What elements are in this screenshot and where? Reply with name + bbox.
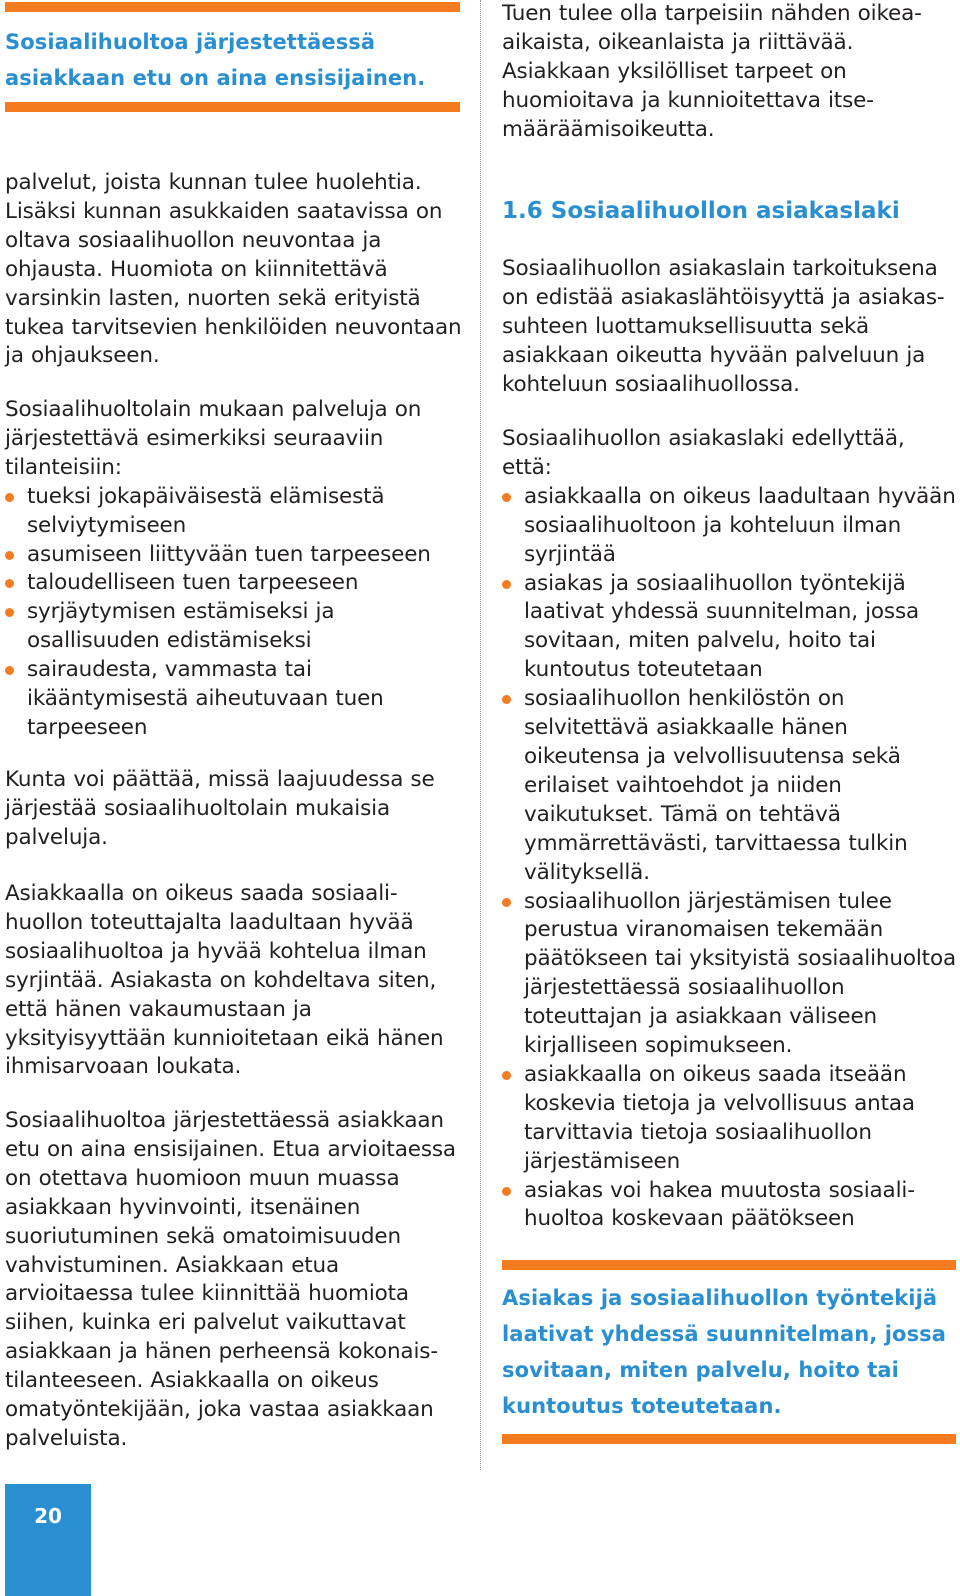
services-list-intro: Sosiaalihuoltolain mukaan palveluja on järjestettävä esimerkiksi seuraaviin tilanteisiin:	[5, 397, 422, 480]
bullet-dot-icon	[5, 551, 14, 560]
paragraph-asiakaslaki: Sosiaalihuollon asiakaslain tarkoituksena on edistää asiakaslähtöisyyttä ja asiakassuhteen luottamuksellisuutta sekä asiakkaan oikeutta hyvään palveluun ja kohteluun sosiaalihuollossa.	[502, 256, 945, 397]
bullet-dot-icon	[502, 580, 511, 589]
callout-top-bar	[502, 1260, 956, 1270]
asiakaslaki-list-block	[502, 425, 960, 1234]
bullet-dot-icon	[502, 493, 511, 502]
list-item	[5, 569, 465, 598]
list-item	[502, 888, 960, 1061]
page-number-box	[5, 1484, 91, 1596]
callout-top-bar	[5, 2, 460, 12]
right-callout-quote: Asiakas ja sosiaalihuollon työntekijä laativat yhdessä suunnitelman, jossa sovitaan, miten palvelu, hoito tai kuntoutus toteutetaan.	[502, 1286, 947, 1418]
bullet-dot-icon	[5, 493, 14, 502]
callout-bottom-bar	[502, 1434, 956, 1444]
callout-bottom-bar	[5, 102, 460, 112]
list-item-text: asiakas ja sosiaalihuollon työntekijä laativat yhdessä suunnitelman, jossa sovitaan, miten palvelu, hoito tai kuntoutus toteutetaan	[524, 570, 920, 683]
list-item	[5, 598, 465, 656]
list-item-text: sosiaalihuollon järjestämisen tulee perustua viranomaisen tekemään päätökseen tai yksityistä sosiaalihuoltoa järjestettäessä sosiaalihuollon toteuttajan ja asiakkaan väliseen kirjalliseen sopimukseen.	[524, 888, 956, 1059]
list-item-text: asiakkaalla on oikeus laadultaan hyvään sosiaalihuoltoon ja kohteluun ilman syrjintää	[524, 483, 956, 567]
list-item-text: tueksi jokapäiväisestä elämisestä selviytymiseen	[27, 483, 385, 538]
list-item	[502, 483, 960, 570]
list-item-text: taloudelliseen tuen tarpeeseen	[27, 570, 359, 596]
asiakaslaki-list-intro: Sosiaalihuollon asiakaslaki edellyttää, että:	[502, 426, 905, 480]
bullet-dot-icon	[5, 666, 14, 675]
paragraph-kunta: Kunta voi päättää, missä laajuudessa se järjestää sosiaalihuoltolain mukaisia palveluja.	[5, 767, 435, 850]
left-callout-quote: Sosiaalihuoltoa järjestettäessä asiakkaan etu on aina ensisijainen.	[5, 30, 426, 90]
asiakaslaki-bullet-list	[502, 483, 960, 1235]
list-item-text: sairaudesta, vammasta tai ikääntymisestä aiheutuvaan tuen tarpeeseen	[27, 657, 384, 740]
list-item	[5, 541, 465, 570]
paragraph-neuvonta: palvelut, joista kunnan tulee huolehtia. Lisäksi kunnan asukkaiden saatavissa on oltava sosiaalihuollon neuvontaa ja ohjausta. Huomiota on kiinnitettävä varsinkin lasten, nuorten sekä erityistä tukea tarvitsevien henkilöiden neuvontaan ja ohjaukseen.	[5, 170, 462, 369]
bullet-dot-icon	[5, 608, 14, 617]
bullet-dot-icon	[5, 579, 14, 588]
paragraph-oikeus: Asiakkaalla on oikeus saada sosiaalihuollon toteuttajalta laadultaan hyvää sosiaalihuoltoa ja hyvää kohtelua ilman syrjintää. Asiakasta on kohdeltava siten, että hänen vakaumustaan ja yksityisyyttään kunnioitetaan eikä hänen ihmisarvoaan loukata.	[5, 881, 444, 1080]
list-item-text: asiakas voi hakea muutosta sosiaalihuoltoa koskevaan päätökseen	[524, 1177, 915, 1232]
bullet-dot-icon	[502, 1071, 511, 1080]
list-item	[502, 1061, 960, 1177]
list-item-text: asumiseen liittyvään tuen tarpeeseen	[27, 541, 431, 567]
paragraph-etu: Sosiaalihuoltoa järjestettäessä asiakkaan etu on aina ensisijainen. Etua arvioitaessa on otettava huomioon muun muassa asiakkaan hyvinvointi, itsenäinen suoriutuminen sekä omatoimisuuden vahvistuminen. Asiakkaan etua arvioitaessa tulee kiinnittää huomiota siihen, kuinka eri palvelut vaikuttavat asiakkaan ja hänen perheensä kokonaistilanteeseen. Asiakkaalla on oikeus omatyöntekijään, joka vastaa asiakkaan palveluista.	[5, 1108, 456, 1451]
bullet-dot-icon	[502, 695, 511, 704]
section-heading: 1.6 Sosiaalihuollon asiakaslaki	[502, 198, 900, 224]
list-item	[502, 1177, 960, 1235]
list-item-text: asiakkaalla on oikeus saada itseään koskevia tietoja ja velvollisuus antaa tarvittavia tietoja sosiaalihuollon järjestämiseen	[524, 1061, 915, 1174]
services-bullet-list	[5, 483, 465, 743]
bullet-dot-icon	[502, 898, 511, 907]
page-number: 20	[34, 1504, 62, 1528]
list-item	[5, 483, 465, 541]
list-item	[502, 570, 960, 686]
list-item-text: sosiaalihuollon henkilöstön on selvitettävä asiakkaalle hänen oikeutensa ja velvollisuutensa sekä erilaiset vaihtoehdot ja niiden vaikutukset. Tämä on tehtävä ymmärrettävästi, tarvittaessa tulkin välityksellä.	[524, 686, 908, 885]
list-item	[5, 656, 465, 743]
bullet-dot-icon	[502, 1187, 511, 1196]
services-list-block	[5, 396, 465, 743]
column-divider	[480, 0, 481, 1470]
list-item-text: syrjäytymisen estämiseksi ja osallisuuden edistämiseksi	[27, 599, 335, 654]
paragraph-tuki: Tuen tulee olla tarpeisiin nähden oikea-aikaista, oikeanlaista ja riittävää. Asiakkaan yksilölliset tarpeet on huomioitava ja kunnioitettava itsemääräämisoikeutta.	[502, 1, 922, 142]
list-item	[502, 685, 960, 887]
